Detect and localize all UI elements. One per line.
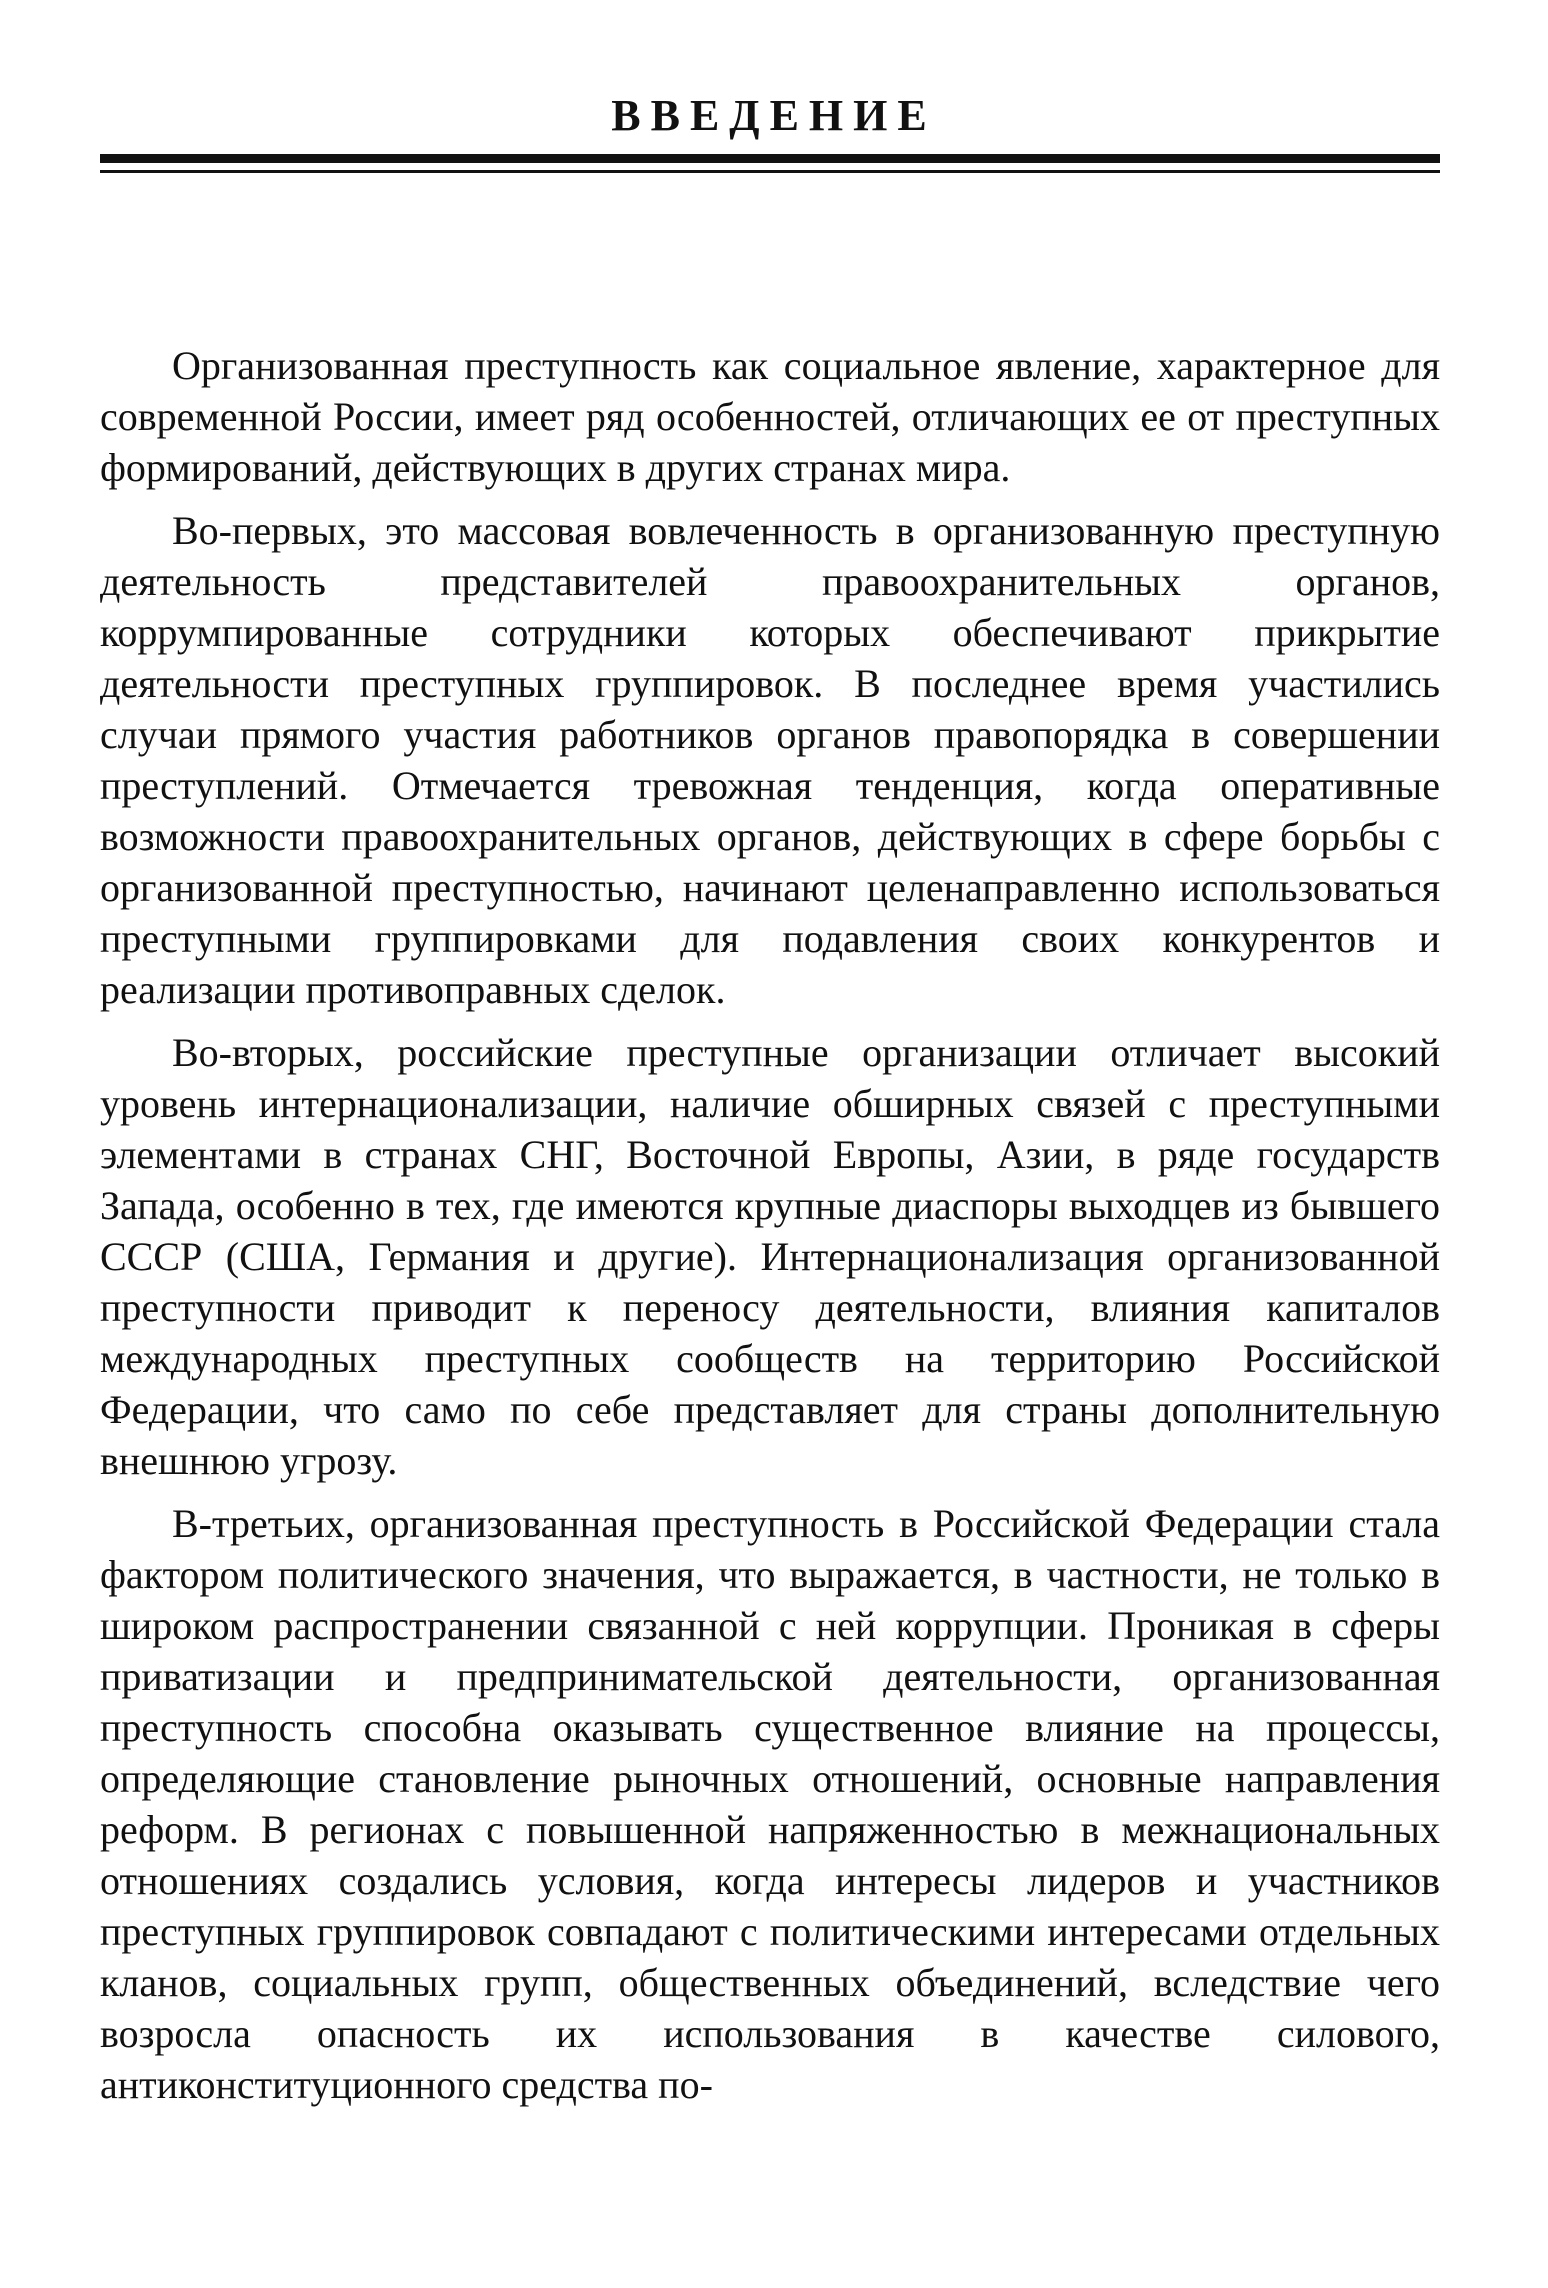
title-rule-thin bbox=[100, 170, 1440, 173]
paragraph-3: Во-вторых, российские преступные организации отличает высокий уровень интернационализации, наличие обширных связей с преступными элементами в странах СНГ, Восточной Европы, Азии, в ряде государств Запада, особенно в тех, где имеются крупные диаспоры выходцев из бывшего СССР (США, Германия и другие). Интернационализация организованной преступности приводит к переносу деятельности, влияния капиталов международных преступных сообществ на территорию Российской Федерации, что само по себе представляет для страны дополнительную внешнюю угрозу. bbox=[100, 1030, 1440, 1483]
paragraph-4: В-третьих, организованная преступность в Российской Федерации стала фактором политического значения, что выражается, в частности, не только в широком распространении связанной с ней коррупции. Проникая в сферы приватизации и предпринимательской деятельности, организованная преступность способна оказывать существенное влияние на процессы, определяющие становление рыночных отношений, основные направления реформ. В регионах с повышенной напряженностью в межнациональных отношениях создались условия, когда интересы лидеров и участников преступных группировок совпадают с политическими интересами отдельных кланов, социальных групп, общественных объединений, вследствие чего возросла опасность их использования в качестве силового, антиконституционного средства по- bbox=[100, 1501, 1440, 2107]
body-text bbox=[100, 340, 1440, 2110]
chapter-title: ВВЕДЕНИЕ bbox=[611, 91, 937, 140]
paragraph-2: Во-первых, это массовая вовлеченность в организованную преступную деятельность представителей правоохранительных органов, коррумпированные сотрудники которых обеспечивают прикрытие деятельности преступных группировок. В последнее время участились случаи прямого участия работников органов правопорядка в совершении преступлений. Отмечается тревожная тенденция, когда оперативные возможности правоохранительных органов, действующих в сфере борьбы с организованной преступностью, начинают целенаправленно использоваться преступными группировками для подавления своих конкурентов и реализации противоправных сделок. bbox=[100, 508, 1440, 1012]
title-rule-thick bbox=[100, 154, 1440, 163]
paragraph-1: Организованная преступность как социальное явление, характерное для современной России, имеет ряд особенностей, отличающих ее от преступных формирований, действующих в других странах мира. bbox=[100, 343, 1440, 490]
